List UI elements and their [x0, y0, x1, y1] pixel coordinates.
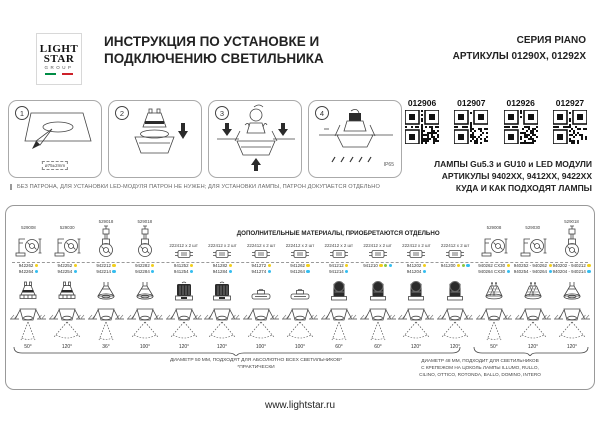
qr-code-row: [400, 98, 592, 149]
color-dot-icon: [229, 270, 232, 273]
mr16-lamp-icon: [560, 281, 584, 305]
lightstar-logo: LIGHT STAR GROUP: [36, 33, 82, 85]
brace-lines: [6, 346, 594, 356]
article-number: 012906: [407, 98, 437, 108]
lamp-column: [48, 209, 87, 351]
module-articles: 940202 - 940212 940204 - 940214: [553, 259, 591, 280]
lamp-socket-icon: [53, 231, 81, 259]
transformer-article: 222412 х 2 шт: [324, 243, 354, 248]
accessory-slot: [125, 209, 164, 259]
color-dot-icon: [190, 270, 193, 273]
website-url: www.lightstar.ru: [264, 400, 336, 411]
recessed-fixture-icon: [203, 305, 241, 351]
color-dot-icon: [384, 264, 387, 267]
articles-block: [400, 98, 592, 194]
lamp-column: [513, 209, 552, 351]
qr-code-icon: [400, 110, 444, 149]
color-dot-icon: [268, 264, 271, 267]
accessory-article: 529018: [564, 219, 579, 224]
color-dot-icon: [507, 264, 510, 267]
module-lamp-icon: [210, 281, 234, 305]
step-1-cut-hole: [8, 100, 102, 178]
svg-text:50°: 50°: [24, 344, 33, 350]
module-articles: 941212 941214: [329, 259, 348, 280]
lamp-socket-icon: [480, 231, 508, 259]
svg-text:120°: 120°: [527, 344, 538, 350]
color-dot-icon: [151, 264, 154, 267]
lamp-slot: [94, 280, 118, 305]
fixture-slot: [165, 305, 203, 351]
module-articles: 942212 942214: [96, 259, 115, 280]
gu10-lamp-icon: [55, 281, 79, 305]
svg-text:36°: 36°: [102, 344, 110, 350]
color-dot-icon: [306, 264, 309, 267]
fixture-slot: [242, 305, 280, 351]
recessed-fixture-icon: [359, 305, 397, 351]
svg-text:120°: 120°: [217, 344, 228, 350]
module-articles: 942252 942254: [58, 259, 77, 280]
module-badge-icon: [372, 281, 383, 292]
article-number: 012926: [506, 98, 535, 108]
accessory-article: 529008: [486, 225, 502, 230]
color-dot-icon: [112, 270, 115, 273]
italian-flag-icon: [45, 73, 73, 75]
lamp-slot: [16, 280, 40, 305]
series-info: [453, 33, 586, 65]
hole-diameter-label: ø75±2mm: [42, 161, 68, 170]
lamp-socket-icon: [519, 231, 547, 259]
transformer-article: 222412 х 2 шт: [246, 243, 276, 248]
svg-text:120°: 120°: [411, 344, 422, 350]
fixture-slot: [475, 305, 513, 351]
lamp-column: [87, 209, 126, 351]
gu53-lamp-icon: [521, 281, 545, 305]
svg-text:60°: 60°: [373, 344, 382, 350]
recessed-fixture-icon: [9, 305, 47, 351]
module-articles: 941252 941254: [174, 259, 193, 280]
fixture-slot: [436, 305, 474, 351]
fixture-slot: [281, 305, 319, 351]
lamp-slot: [560, 280, 584, 305]
article-qr: [499, 98, 543, 149]
accessory-slot: [9, 209, 48, 259]
transformer-icon: [291, 249, 309, 259]
module-articles: 942282 942284: [135, 259, 154, 280]
color-dot-icon: [507, 270, 510, 273]
svg-text:120°: 120°: [178, 344, 189, 350]
module-articles: 940262 CX30 940264 CX30: [478, 259, 510, 280]
page-title: ИНСТРУКЦИЯ ПО УСТАНОВКЕ И ПОДКЛЮЧЕНИЮ СВЕТИЛЬНИКА: [104, 34, 324, 66]
transformer-article: 222412 х 2 шт: [363, 243, 392, 248]
recessed-fixture-icon: [165, 305, 203, 351]
steps-caption: БЕЗ ПАТРОНА, ДЛЯ УСТАНОВКИ LED-МОДУЛЯ ПАТРОН НЕ НУЖЕН; ДЛЯ УСТАНОВКИ ЛАМПЫ, ПАТРОН ДОКУПАЕТСЯ ОТДЕЛЬНО: [10, 184, 409, 190]
module-articles: 941282 941284: [213, 259, 232, 280]
color-dot-icon: [466, 264, 469, 267]
transformer-icon: [446, 249, 464, 259]
accessory-slot: [513, 209, 552, 259]
lamp-slot: [482, 280, 506, 305]
recessed-fixture-icon: [475, 305, 513, 351]
fixture-slot: [48, 305, 86, 351]
fixture-slot: [553, 305, 591, 351]
module-articles: 940252 - 940262 940254 - 940264: [514, 259, 552, 280]
svg-text:120°: 120°: [449, 344, 461, 350]
accessory-article: 529018: [98, 219, 114, 224]
accessory-article: 529030: [59, 225, 75, 230]
logo-text: LIGHT: [39, 42, 79, 55]
color-dot-icon: [423, 270, 426, 273]
fixture-slot: [203, 305, 241, 351]
recessed-fixture-icon: [436, 305, 474, 351]
lamp-slot: [249, 280, 273, 305]
lamp-column: [164, 209, 203, 351]
flat-lamp-icon: [288, 281, 312, 305]
color-dot-icon: [229, 264, 232, 267]
step-4-installed: 4 IP65: [308, 100, 402, 178]
qr-code-icon: [449, 110, 493, 149]
lamp-slot: [55, 280, 79, 305]
article-qr: [449, 98, 493, 149]
module-lamp-icon: [172, 281, 196, 305]
lamp-slot: [521, 280, 545, 305]
transformer-icon: [369, 249, 387, 259]
module-badge-icon: [333, 281, 344, 292]
article-number: 012907: [457, 98, 486, 108]
lamp-column: [475, 209, 514, 351]
color-dot-icon: [112, 264, 115, 267]
color-dot-icon: [587, 264, 590, 267]
gu53-lamp-icon: [482, 281, 506, 305]
qr-code-icon: [499, 110, 543, 149]
module-articles: 942262 942264: [19, 259, 38, 280]
lamp-compatibility-panel: [5, 205, 595, 390]
lamp-compatibility-note: ЛАМПЫ Gu5.3 и GU10 и LED МОДУЛИ АРТИКУЛЫ 9402XX, 9412XX, 9422XX КУДА И КАК ПОДХОДЯТ ЛАМПЫ: [434, 159, 592, 193]
accessory-article: 529030: [525, 225, 541, 230]
fixture-slot: [9, 305, 47, 351]
mr16-lamp-icon: [133, 281, 157, 305]
module-articles: 941202 941204: [407, 259, 426, 280]
recessed-fixture-icon: [48, 305, 86, 351]
step-number: 1: [15, 106, 29, 120]
lamp-socket-icon: [135, 225, 155, 259]
color-dot-icon: [389, 264, 392, 267]
recessed-fixture-icon: [87, 305, 125, 351]
svg-text:50°: 50°: [490, 344, 498, 350]
lamp-slot: [288, 280, 312, 305]
dashed-separator: [12, 262, 588, 263]
color-dot-icon: [151, 270, 154, 273]
color-dot-icon: [379, 264, 382, 267]
transformer-article: 222412 х 2 шт: [208, 243, 237, 248]
color-dot-icon: [345, 270, 348, 273]
fixture-slot: [87, 305, 125, 351]
color-dot-icon: [462, 264, 465, 267]
svg-text:100°: 100°: [256, 344, 267, 350]
diameter-notes: [6, 346, 594, 388]
transformer-icon: [252, 249, 270, 259]
flat-lamp-icon: [249, 281, 273, 305]
svg-text:60°: 60°: [334, 344, 343, 350]
accessory-article: 529008: [21, 225, 36, 230]
article-qr: [400, 98, 444, 149]
transformer-icon: [213, 249, 231, 259]
lamp-column: [125, 209, 164, 351]
fixture-slot: [126, 305, 164, 351]
color-dot-icon: [35, 270, 38, 273]
lamp-column: [552, 209, 591, 351]
module-badge-icon: [411, 281, 422, 292]
series-articles: АРТИКУЛЫ 01290X, 01292X: [452, 51, 586, 62]
extras-header: ДОПОЛНИТЕЛЬНЫЕ МАТЕРИАЛЫ, ПРИОБРЕТАЮТСЯ ОТДЕЛЬНО: [236, 230, 440, 237]
article-qr: [548, 98, 592, 149]
installation-steps: [8, 100, 402, 178]
series-name: СЕРИЯ PIANO: [516, 35, 586, 46]
gu10-lamp-icon: [16, 281, 40, 305]
module-articles: 941272 941274: [252, 259, 271, 280]
transformer-article: 222412 х 2 шт: [402, 243, 431, 248]
svg-text:100°: 100°: [139, 344, 150, 350]
svg-text:120°: 120°: [566, 344, 577, 350]
accessory-slot: [48, 209, 87, 259]
transformer-icon: [407, 249, 425, 259]
color-dot-icon: [190, 264, 193, 267]
accessory-slot: [164, 209, 203, 259]
color-dot-icon: [74, 264, 77, 267]
lamp-slot: [210, 280, 234, 305]
recessed-fixture-icon: [126, 305, 164, 351]
transformer-article: 222412 х 2 шт: [285, 243, 315, 248]
module-articles: 941200: [441, 259, 470, 280]
transformer-icon: [330, 249, 348, 259]
fixture-slot: [514, 305, 552, 351]
color-dot-icon: [306, 270, 309, 273]
lamp-slot: [172, 280, 196, 305]
transformer-icon: [175, 249, 193, 259]
color-dot-icon: [74, 270, 77, 273]
svg-text:100°: 100°: [294, 344, 306, 350]
lamp-slot: [133, 280, 157, 305]
footnote-diameter-48: ДИАМЕТР 48 ММ, ПОДХОДИТ ДЛЯ СВЕТИЛЬНИКОВ С КРЕПЕЖОМ НА ЦОКОЛЬ ЛАМПЫ ILLUMO, RULLO, CILINO, OTTICO, ROTONDA, BALLO, DOMINO, INTERO: [419, 358, 541, 377]
fixture-slot: [359, 305, 397, 351]
qr-code-icon: [548, 110, 592, 149]
recessed-fixture-icon: [514, 305, 552, 351]
accessory-slot: [552, 209, 591, 259]
color-dot-icon: [587, 270, 590, 273]
recessed-fixture-icon: [281, 305, 319, 351]
recessed-fixture-icon: [397, 305, 435, 351]
transformer-article: 222412 х 2 шт: [440, 243, 470, 248]
lamp-socket-icon: [562, 225, 582, 259]
header: [36, 33, 586, 85]
module-articles: 941210: [363, 259, 392, 280]
footnote-diameter-50: ДИАМЕТР 50 ММ, ПОДХОДЯТ ДЛЯ АБСОЛЮТНО ВСЕХ СВЕТИЛЬНИКОВ* *ПРАКТИЧЕСКИ: [169, 358, 343, 370]
recessed-fixture-icon: [242, 305, 280, 351]
module-badge-icon: [450, 281, 461, 292]
fixture-slot: [320, 305, 358, 351]
step-3-mount-fixture: 3: [208, 100, 302, 178]
module-articles: 941262 941264: [290, 259, 309, 280]
color-dot-icon: [345, 264, 348, 267]
article-number: 012927: [555, 98, 585, 108]
color-dot-icon: [35, 264, 38, 267]
color-dot-icon: [423, 264, 426, 267]
accessory-slot: [475, 209, 514, 259]
lamp-socket-icon: [96, 225, 116, 259]
lamp-socket-icon: [14, 231, 42, 259]
transformer-article: 222412 х 2 шт: [169, 243, 198, 248]
accessory-article: 529018: [137, 219, 153, 224]
recessed-fixture-icon: [553, 305, 591, 351]
color-dot-icon: [268, 270, 271, 273]
mr16-lamp-icon: [94, 281, 118, 305]
svg-text:120°: 120°: [62, 344, 73, 350]
recessed-fixture-icon: [320, 305, 358, 351]
ip65-label: IP65: [383, 162, 394, 168]
accessory-slot: [87, 209, 126, 259]
lamp-column: [9, 209, 48, 351]
step-2-insert-lamp: 2: [108, 100, 202, 178]
color-dot-icon: [457, 264, 460, 267]
fixture-slot: [397, 305, 435, 351]
